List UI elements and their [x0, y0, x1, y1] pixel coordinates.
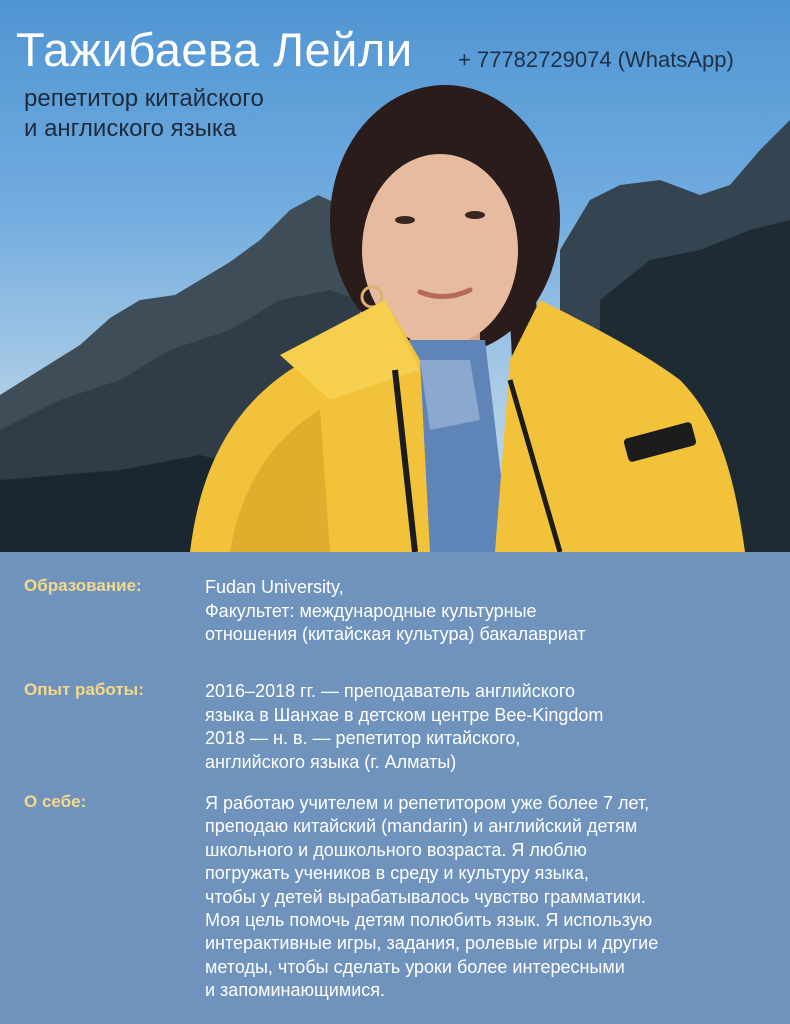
about-label: О себе:	[24, 792, 87, 811]
education-text: Fudan University, Факультет: международные культурные отношения (китайская культура) бакалавриат	[205, 577, 586, 644]
experience-label: Опыт работы:	[24, 680, 144, 699]
job-title: репетитор китайского и англиского языка	[24, 85, 264, 142]
phone-number[interactable]: + 77782729074 (WhatsApp)	[458, 47, 734, 72]
about-text: Я работаю учителем и репетитором уже более 7 лет, преподаю китайский (mandarin) и английский детям школьного и дошкольного возраста. Я люблю погружать учеников в среду и культуру языка, чтобы у детей вырабатывалось чувство грамматики. Моя цель помочь детям полюбить язык. Я использую интерактивные игры, задания, ролевые игры и другие методы, чтобы сделать уроки более интересными и запоминающимися.	[205, 793, 659, 1001]
eye-left	[395, 216, 415, 224]
person-name: Тажибаева Лейли	[16, 23, 413, 76]
experience-text: 2016–2018 гг. — преподаватель английского языка в Шанхае в детском центре Bee-Kingdom 2018 — н. в. — репетитор китайского, английского языка (г. Алматы)	[205, 681, 604, 772]
eye-right	[465, 211, 485, 219]
education-label: Образование:	[24, 576, 142, 595]
info-panel	[0, 552, 790, 1024]
shirt-pattern	[420, 360, 480, 430]
